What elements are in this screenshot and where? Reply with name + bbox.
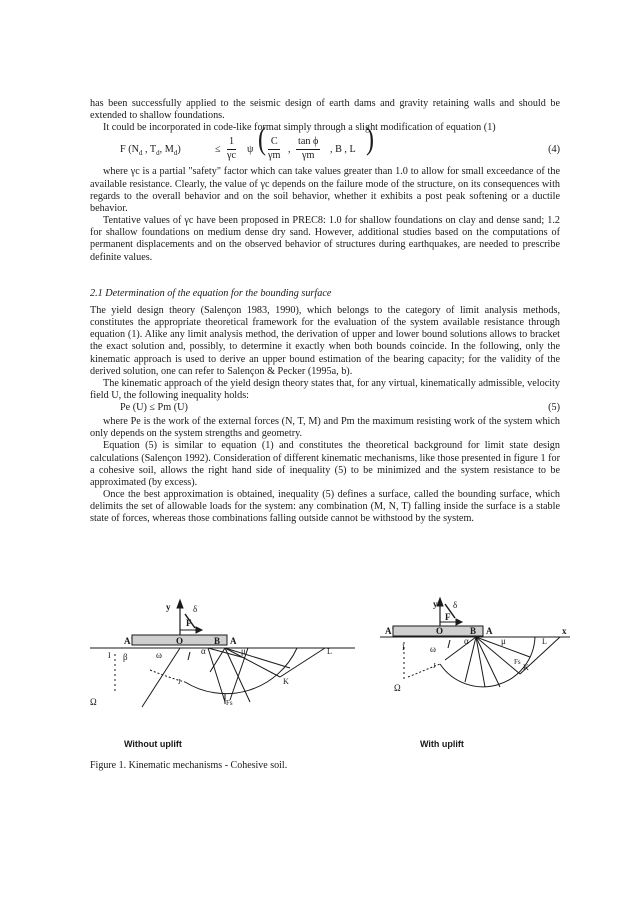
label-I: I <box>108 651 111 660</box>
label-L: L <box>327 647 332 656</box>
caption-without-uplift: Without uplift <box>124 739 182 749</box>
paragraph: It could be incorporated in code-like format simply through a slight modification of equation (1) <box>103 122 496 134</box>
label-L: L <box>542 637 547 646</box>
paragraph: has been successfully applied to the seismic design of earth dams and gravity retaining walls and should be extended to shallow foundations. <box>90 98 560 122</box>
label-F: F <box>186 618 192 628</box>
equation-number: (4) <box>548 144 560 156</box>
label-alpha: α <box>201 646 206 656</box>
paragraph: where Pe is the work of the external forces (N, T, M) and Pm the maximum resisting work of the system which only depends on the system strengths and geometry. <box>90 416 560 440</box>
label-B: B <box>470 626 477 636</box>
label-A-prime: A' <box>385 626 394 636</box>
label-Omega: Ω <box>394 683 401 693</box>
mechanism-without-uplift <box>90 600 355 707</box>
label-I: I <box>402 643 405 652</box>
label-J: J <box>178 678 181 686</box>
equation-5: Pe (U) ≤ Pm (U) (5) <box>120 402 560 414</box>
label-Omega: Ω <box>90 697 97 707</box>
label-O: O <box>176 636 184 646</box>
paragraph: Equation (5) is similar to equation (1) and constitutes the theoretical background for limit state design calculations (Salençon 1992). Consideration of different kinematic mechanisms, like those presented in figure 1 for a cohesive soil, allows the right hand side of inequality (5) to be minimized and the system resistance to be approximated (by excess). <box>90 440 560 488</box>
label-omega: ω <box>430 644 436 654</box>
paragraph: Once the best approximation is obtained, inequality (5) defines a surface, called the bounding surface, which delimits the set of allowable loads for the system: any combination (M, N, T) falling inside the surface is a stable state of forces, whereas those combinations falling outside cannot be withstood by the system. <box>90 489 560 525</box>
label-B: B <box>214 636 221 646</box>
caption-with-uplift: With uplift <box>420 739 464 749</box>
label-x: x <box>562 626 567 636</box>
label-Fs: Fs <box>226 699 233 707</box>
label-K: K <box>283 677 289 686</box>
fraction: $\frac{C}{\gamma m}$ <box>268 136 281 161</box>
figure-kinematic-mechanisms <box>90 592 570 742</box>
label-A: A <box>486 626 493 636</box>
label-K: K <box>523 663 529 672</box>
label-mu: μ <box>241 646 246 656</box>
label-mu: μ <box>501 636 506 646</box>
label-O: O <box>436 626 444 636</box>
label-beta: β <box>123 652 128 662</box>
equation-lhs: F ($N_d$ , $T_d$, $M_d$) <box>120 144 181 158</box>
body-text <box>90 98 560 526</box>
label-Fs: Fs <box>514 658 521 666</box>
fraction: $\frac{\text{tan ϕ}}{\gamma m}$ <box>298 136 319 161</box>
label-delta: δ <box>453 600 458 610</box>
paragraph: The kinematic approach of the yield design theory states that, for any virtual, kinematically admissible, velocity field U, the following inequality holds: <box>90 377 560 401</box>
mechanism-with-uplift <box>380 598 570 693</box>
label-A-prime: A' <box>124 636 133 646</box>
fraction: $\frac{1}{\gamma c}$ <box>227 136 237 161</box>
section-heading: 2.1 Determination of the equation for the bounding surface <box>90 287 332 299</box>
paragraph: Tentative values of γc have been proposed in PREC8: 1.0 for shallow foundations on clay and dense sand; 1.2 for shallow foundations on medium dense dry sand. However, additional studies based on the computations of permanent displacements and on the observed behavior of structures during earthquakes, are needed to prescribe definite values. <box>90 215 560 263</box>
label-A: A <box>230 636 237 646</box>
paragraph: where γc is a partial "safety" factor which can take values greater than 1.0 to allow for small exceedance of the available resistance. Clearly, the value of γc depends on the failure mode of the structure, on its consequences with regards to the overall behavior and on the soil behavior, whether it exhibits a post peak softening or a ductile behavior. <box>90 166 560 214</box>
figure-caption: Figure 1. Kinematic mechanisms - Cohesive soil. <box>90 760 288 771</box>
label-F: F <box>445 612 451 622</box>
label-y: y <box>166 602 171 612</box>
le-symbol: ≤ <box>215 144 221 156</box>
equation-4: F ($N_d$ , $T_d$, $M_d$) ≤ $\frac{1}{\gamma c}$ ψ ( $\frac{C}{\gamma m}$ , $\frac{\text{tan ϕ}}{\gamma m}$ , B , L ) (4) <box>120 123 560 161</box>
psi: ψ <box>247 144 254 156</box>
label-alpha: α <box>464 636 469 646</box>
label-J: J <box>433 662 436 670</box>
paragraph: The yield design theory (Salençon 1983, 1990), which belongs to the category of limit analysis methods, constitutes the appropriate theoretical framework for the evaluation of the system available resistance through equation (1). Alike any limit analysis method, the derivation of upper and lower bound solutions allows to bracket the exact solution and, possibly, to determine it exactly when both bounds coincide. In the following, only the kinematic approach is used to derive an upper bound estimation of the bearing capacity; for the validity of the derived solution, one can refer to Salençon & Pecker (1995a, b). <box>90 304 560 377</box>
label-omega: ω <box>156 650 162 660</box>
label-y: y <box>433 599 438 609</box>
label-delta: δ <box>193 604 198 614</box>
